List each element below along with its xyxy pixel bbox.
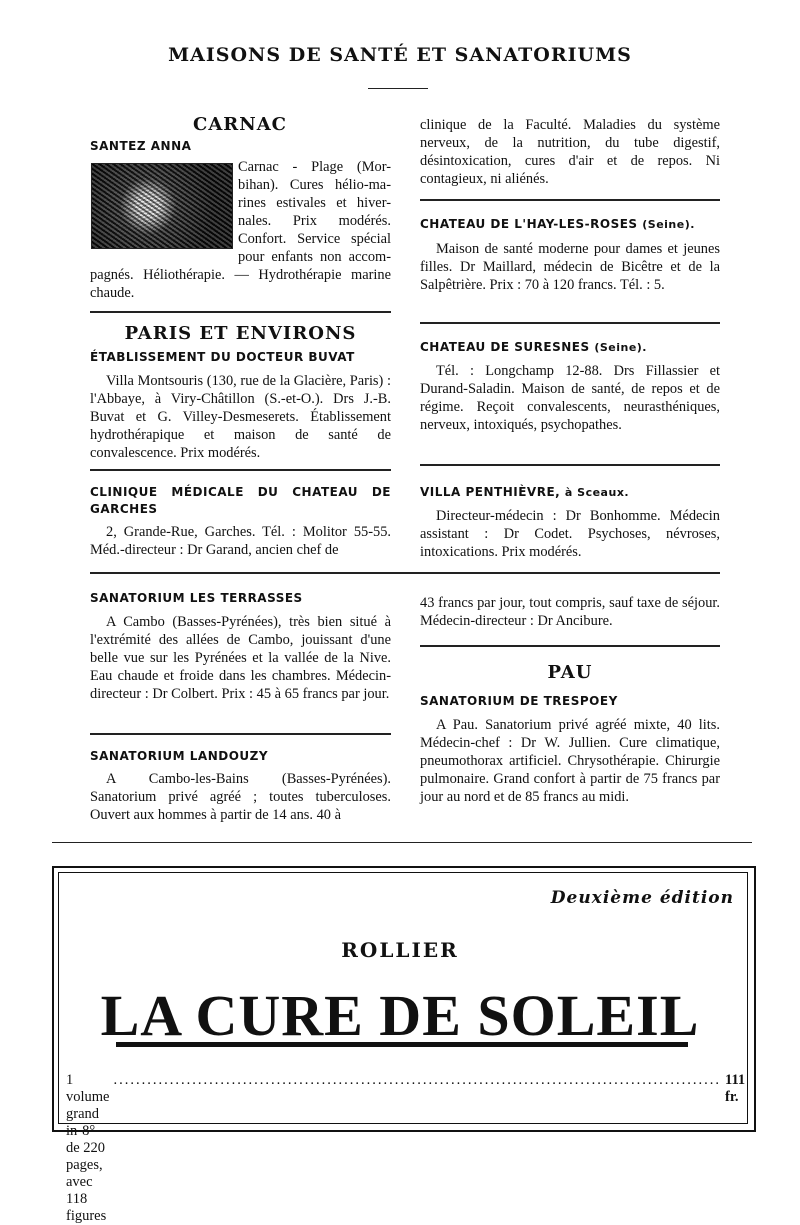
landouzy-text: [90, 770, 391, 824]
book-price: 111 fr.: [725, 1072, 746, 1105]
carnac-line-1: Carnac - Plage (Mor-: [238, 159, 391, 175]
title-divider: [368, 88, 428, 89]
entry-title-penthievre: [420, 484, 629, 501]
section-heading-carnac: CARNAC: [193, 114, 287, 135]
buvat-paragraph: Villa Montsouris (130, rue de la Glacière, Paris) : l'Abbaye, à Viry-Châtillon (S.-et-O.). Drs J.-B. Buvat et G. Villey-Desmeserets. Établissement hydrothérapique et maison de santé de convalescence. Prix modérés.: [90, 373, 391, 461]
carnac-wrap-text: [238, 158, 391, 266]
advertisement-separator: [52, 842, 752, 843]
carnac-line-5: Confort. Service spécial: [238, 231, 391, 247]
hay-subtitle: (Seine).: [642, 218, 695, 231]
entry-title-hay-les-roses: [420, 216, 695, 233]
book-author: ROLLIER: [341, 938, 459, 962]
column-divider: [420, 645, 720, 647]
book-description: 1 volume grand in-8° de 220 pages, avec 118 figures: [66, 1072, 110, 1224]
column-divider: [420, 199, 720, 201]
leader-dots: ............................................................................................................: [113, 1072, 721, 1088]
garches-paragraph: 2, Grande-Rue, Garches. Tél. : Molitor 55-55. Méd.-directeur : Dr Garand, ancien chef de: [90, 524, 391, 558]
penthievre-text: [420, 507, 720, 561]
hay-paragraph: Maison de santé moderne pour dames et jeunes filles. Dr Maillard, médecin de Bicêtre et de la Salpêtrière. Prix : 70 à 120 francs. Tél. : 5.: [420, 241, 720, 293]
carnac-line-4: nales. Prix modérés.: [238, 213, 391, 229]
faculty-continued-text: [420, 116, 720, 188]
column-divider: [90, 733, 391, 735]
book-title: LA CURE DE SOLEIL: [100, 983, 700, 1048]
entry-title-suresnes: [420, 339, 647, 356]
entry-title-trespoey: SANATORIUM DE TRESPOEY: [420, 694, 618, 708]
column-divider: [420, 322, 720, 324]
hay-text: [420, 240, 720, 294]
entry-title-terrasses: SANATORIUM LES TERRASSES: [90, 591, 303, 605]
terrasses-paragraph: A Cambo (Basses-Pyrénées), très bien situé à l'extrémité des allées de Cambo, jouissant d'une belle vue sur les Pyrénées et la vallée de la Nive. Eau chaude et froide dans les chambres. Médecin-directeur : Dr Colbert. Prix : 45 à 65 francs par jour.: [90, 614, 391, 702]
suresnes-title: CHATEAU DE SURESNES: [420, 340, 590, 354]
faculty-paragraph: clinique de la Faculté. Maladies du système nerveux, de la nutrition, du tube digestif, désintoxication, cures d'air et de repos. Ni contagieux, ni aliénés.: [420, 117, 720, 187]
carnac-photo: [91, 163, 233, 249]
carnac-text-rest: pagnés. Héliothérapie. — Hydrothérapie marine chaude.: [90, 267, 391, 301]
section-heading-paris: PARIS ET ENVIRONS: [124, 323, 357, 344]
landouzy-continued-paragraph: 43 francs par jour, tout compris, sauf taxe de séjour. Médecin-directeur : Dr Ancibure.: [420, 595, 720, 629]
book-title-underline: [116, 1042, 688, 1047]
carnac-line-3: rines estivales et hiver-: [238, 195, 391, 211]
entry-title-buvat: ÉTABLISSEMENT DU DOCTEUR BUVAT: [90, 350, 355, 364]
column-divider: [90, 469, 391, 471]
suresnes-text: [420, 362, 720, 434]
penthievre-paragraph: Directeur-médecin : Dr Bonhomme. Médecin assistant : Dr Codet. Psychoses, névroses, intoxications. Prix modérés.: [420, 508, 720, 560]
garches-text: [90, 523, 391, 559]
edition-label: Deuxième édition: [550, 888, 734, 908]
penthievre-title: VILLA PENTHIÈVRE,: [420, 485, 561, 499]
buvat-text: [90, 372, 391, 462]
suresnes-subtitle: (Seine).: [594, 341, 647, 354]
page-title: MAISONS DE SANTÉ ET SANATORIUMS: [168, 44, 632, 66]
terrasses-text: [90, 613, 391, 703]
entry-title-landouzy: SANATORIUM LANDOUZY: [90, 749, 269, 763]
entry-title-garches: CLINIQUE MÉDICALE DU CHATEAU DE GARCHES: [90, 485, 391, 516]
mid-page-divider: [90, 572, 720, 574]
column-divider: [420, 464, 720, 466]
entry-title-santez-anna: SANTEZ ANNA: [90, 139, 192, 153]
carnac-line-2: bihan). Cures hélio-ma-: [238, 177, 391, 193]
landouzy-paragraph: A Cambo-les-Bains (Basses-Pyrénées). Sanatorium privé agréé ; toutes tuberculoses. Ouvert aux hommes à partir de 14 ans. 40 à: [90, 771, 391, 823]
section-heading-pau: PAU: [547, 662, 593, 683]
column-divider: [90, 311, 391, 313]
hay-title: CHATEAU DE L'HAY-LES-ROSES: [420, 217, 638, 231]
carnac-line-6: pour enfants non accom-: [238, 249, 391, 265]
suresnes-paragraph: Tél. : Longchamp 12-88. Drs Fillassier et Durand-Saladin. Maison de santé, de repos et de régime. Reçoit convalescents, neurasthéniques, nerveux, intoxiqués, psychopathes.: [420, 363, 720, 433]
penthievre-subtitle: à Sceaux.: [564, 486, 630, 499]
book-description-line: [66, 1072, 746, 1225]
landouzy-continued-text: [420, 594, 720, 630]
trespoey-paragraph: A Pau. Sanatorium privé agréé mixte, 40 lits. Médecin-chef : Dr W. Jullien. Cure climatique, pneumothorax artificiel. Chrysothérapie. Chirurgie pulmonaire. Grand confort à partir de 75 francs par jour au nord et de 85 francs au midi.: [420, 717, 720, 805]
trespoey-text: [420, 716, 720, 806]
